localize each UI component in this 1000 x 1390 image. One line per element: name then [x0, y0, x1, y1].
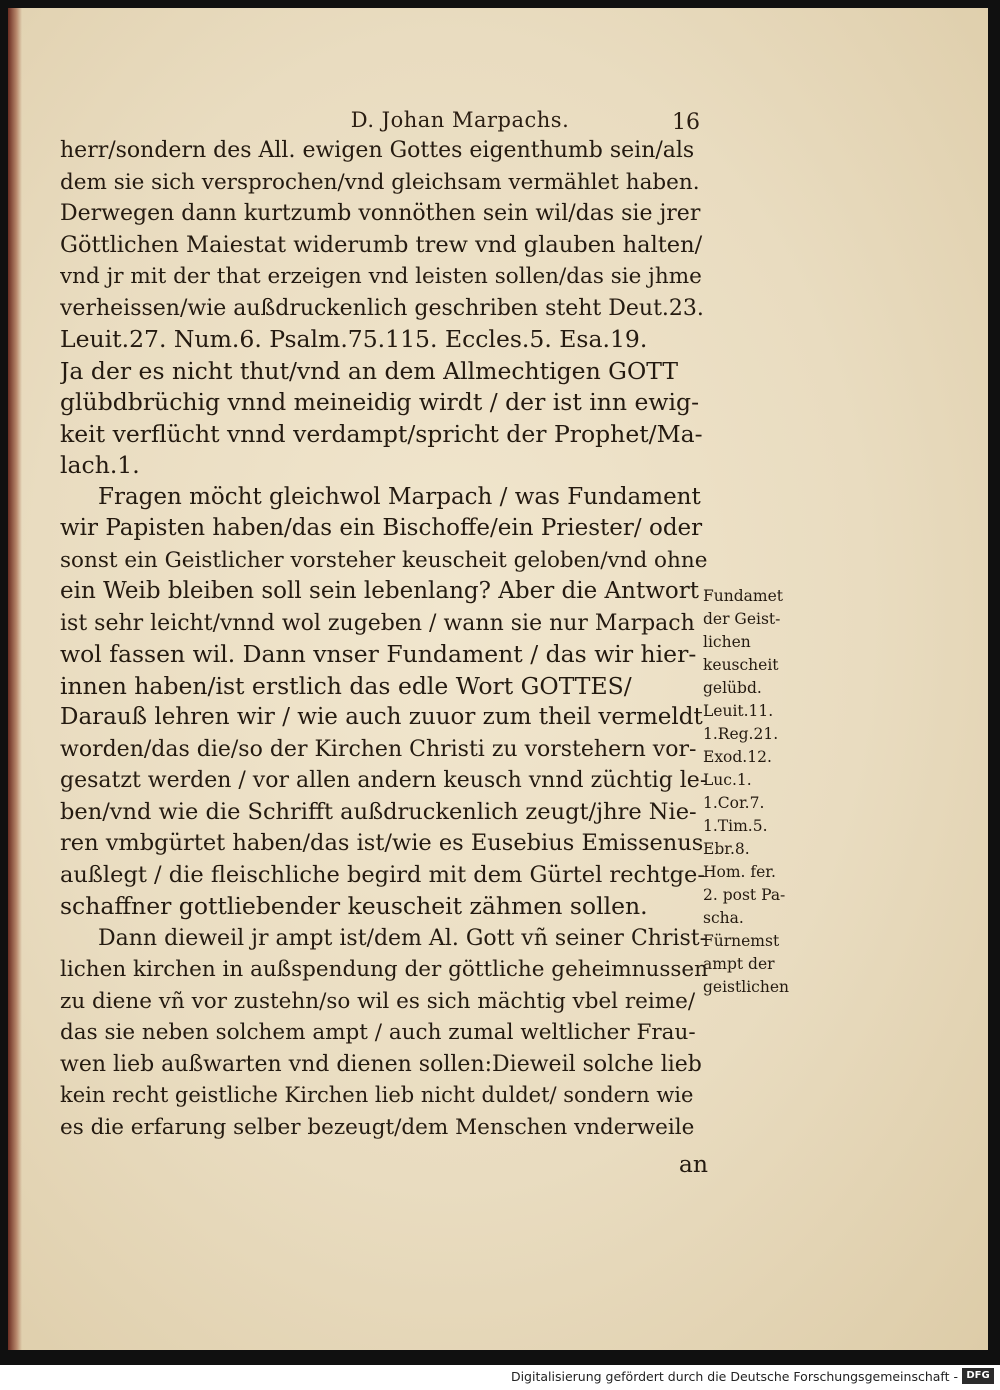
margin-note: gelübd. [703, 679, 762, 697]
margin-note: Hom. fer. [703, 863, 776, 881]
text-line: gesatzt werden / vor allen andern keusch vnnd züchtig le- [60, 768, 708, 793]
text-line: Darauß lehren wir / wie auch zuuor zum theil vermeldt [60, 704, 703, 730]
text-line: Dann dieweil jr ampt ist/dem Al. Gott vñ seiner Christ- [98, 925, 708, 951]
margin-note: Exod.12. [703, 748, 772, 766]
text-line: wol fassen wil. Dann vnser Fundament / das wir hier- [60, 640, 697, 668]
text-line: lichen kirchen in außspendung der göttliche geheimnussen [60, 957, 708, 982]
margin-note: lichen [703, 633, 751, 651]
text-line: Göttlichen Maiestat widerumb trew vnd glauben halten/ [60, 231, 703, 258]
text-line: schaffner gottliebender keuscheit zähmen sollen. [60, 892, 648, 920]
margin-note: 1.Cor.7. [703, 794, 765, 812]
text-line: innen haben/ist erstlich das edle Wort GOTTES/ [60, 671, 632, 700]
text-line: wir Papisten haben/das ein Bischoffe/ein Priester/ oder [60, 515, 703, 541]
text-line: es die erfarung selber bezeugt/dem Menschen vnderweile [60, 1114, 695, 1140]
catchword: an [678, 1150, 708, 1178]
text-line: keit verflücht vnnd verdampt/spricht der Prophet/Ma- [60, 419, 703, 448]
text-line: verheissen/wie außdruckenlich geschriben steht Deut.23. [60, 295, 704, 321]
text-line: das sie neben solchem ampt / auch zumal weltlicher Frau- [60, 1020, 696, 1045]
folio-number: 16 [672, 110, 700, 135]
text-line: glübdbrüchig vnnd meineidig wirdt / der ist inn ewig- [60, 388, 700, 416]
text-line: Fragen möcht gleichwol Marpach / was Fundament [98, 483, 701, 510]
text-line: Derwegen dann kurtzumb vonnöthen sein wil/das sie jrer [60, 201, 701, 226]
text-line: vnd jr mit der that erzeigen vnd leisten sollen/das sie jhme [60, 264, 702, 289]
margin-note: scha. [703, 909, 744, 927]
margin-note: 1.Tim.5. [703, 817, 768, 835]
margin-note: Luc.1. [703, 771, 752, 789]
text-line: Leuit.27. Num.6. Psalm.75.115. Eccles.5. Esa.19. [60, 325, 648, 353]
text-line: ben/vnd wie die Schrifft außdruckenlich zeugt/jhre Nie- [60, 798, 697, 825]
text-line: herr/sondern des All. ewigen Gottes eigenthumb sein/als [60, 138, 695, 163]
margin-note: der Geist- [703, 610, 781, 628]
footer-credit: Digitalisierung gefördert durch die Deutsche Forschungsgemeinschaft - [510, 1369, 958, 1384]
text-line: lach.1. [60, 451, 140, 479]
margin-note: geistlichen [703, 978, 789, 996]
margin-note: Fundamet [703, 587, 783, 605]
margin-note: ampt der [703, 955, 775, 973]
text-line: worden/das die/so der Kirchen Christi zu vorstehern vor- [60, 736, 697, 762]
text-line: Ja der es nicht thut/vnd an dem Allmechtigen GOTT [60, 356, 678, 385]
margin-note: Fürnemst [703, 932, 780, 950]
margin-note: 1.Reg.21. [703, 725, 779, 743]
text-line: ein Weib bleiben soll sein lebenlang? Aber die Antwort [60, 578, 699, 604]
text-line: wen lieb außwarten vnd dienen sollen:Dieweil solche lieb [60, 1051, 702, 1077]
dfg-logo: DFG [962, 1368, 994, 1384]
text-line: sonst ein Geistlicher vorsteher keuscheit geloben/vnd ohne [60, 547, 708, 573]
running-head: D. Johan Marpachs. [350, 108, 570, 132]
text-line: kein recht geistliche Kirchen lieb nicht duldet/ sondern wie [60, 1083, 694, 1107]
margin-note: Ebr.8. [703, 840, 750, 858]
margin-note: 2. post Pa- [703, 886, 786, 904]
text-line: ren vmbgürtet haben/das ist/wie es Eusebius Emissenus [60, 830, 704, 856]
text-line: zu diene vñ vor zustehn/so wil es sich mächtig vbel reime/ [60, 988, 696, 1014]
text-line: außlegt / die fleischliche begird mit dem Gürtel rechtge- [60, 861, 705, 888]
text-line: ist sehr leicht/vnnd wol zugeben / wann sie nur Marpach [60, 610, 695, 636]
footer [0, 1365, 1000, 1390]
body-text [60, 135, 708, 1143]
margin-note: Leuit.11. [703, 702, 774, 720]
margin-note: keuscheit [703, 656, 779, 674]
page-binding-edge [8, 8, 22, 1350]
margin-notes [703, 585, 813, 999]
text-line: dem sie sich versprochen/vnd gleichsam vermählet haben. [60, 169, 700, 195]
